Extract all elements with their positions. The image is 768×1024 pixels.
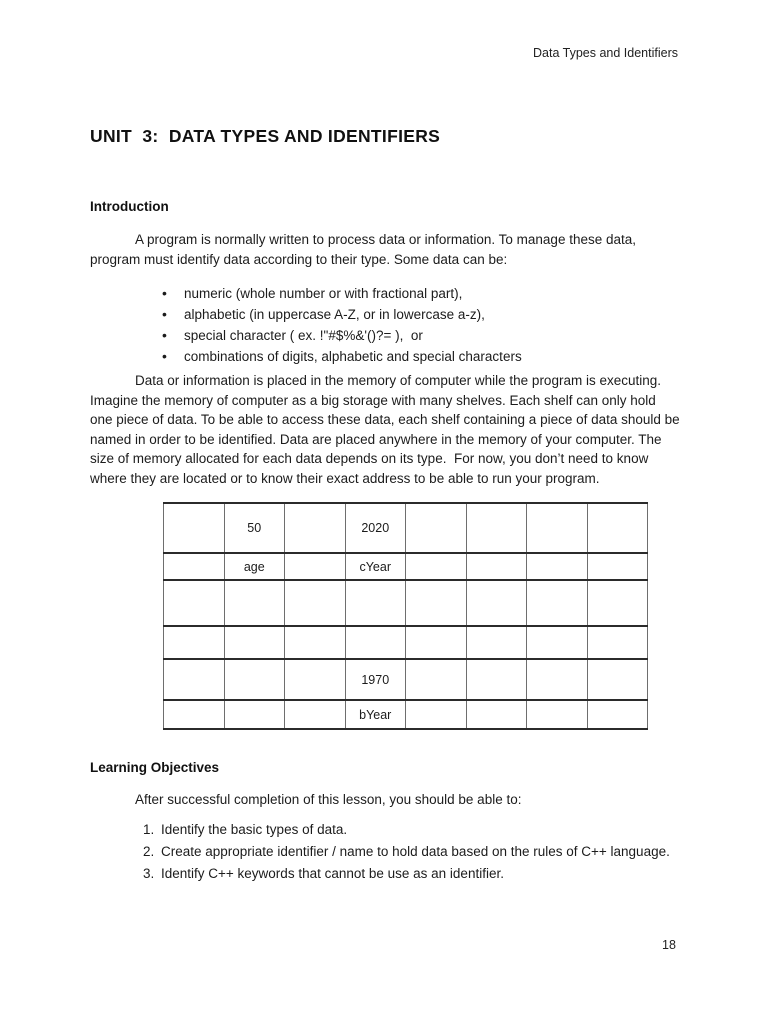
table-cell (164, 503, 225, 553)
table-cell (164, 626, 225, 659)
table-cell (587, 700, 648, 729)
table-cell (466, 626, 527, 659)
introduction-paragraph-1: A program is normally written to process data or information. To manage these data, program must identify data according to their type. Some data can be: (90, 232, 640, 267)
bullet-icon: • (162, 348, 167, 364)
table-row (164, 626, 648, 659)
table-cell: 2020 (345, 503, 406, 553)
table-cell (527, 659, 588, 700)
table-cell (406, 700, 467, 729)
table-cell (406, 553, 467, 580)
table-cell (285, 700, 346, 729)
unit-title: UNIT 3: DATA TYPES AND IDENTIFIERS (90, 126, 441, 146)
table-cell (285, 553, 346, 580)
table-cell (285, 580, 346, 626)
table-cell (527, 626, 588, 659)
table-cell: age (224, 553, 285, 580)
table-cell (164, 700, 225, 729)
table-cell (224, 626, 285, 659)
table-cell (345, 626, 406, 659)
bullet-icon: • (162, 306, 167, 322)
table-cell (527, 503, 588, 553)
table-cell (406, 580, 467, 626)
table-row (164, 503, 648, 553)
table-cell (466, 553, 527, 580)
table-cell (164, 659, 225, 700)
objectives-intro: After successful completion of this lesson, you should be able to: (135, 792, 522, 807)
table-row (164, 580, 648, 626)
table-cell (224, 659, 285, 700)
table-row (164, 659, 648, 700)
table-cell (466, 580, 527, 626)
bullet-item (161, 305, 681, 324)
table-row (164, 700, 648, 729)
table-row (164, 553, 648, 580)
table-cell (466, 700, 527, 729)
table-cell (406, 659, 467, 700)
memory-shelves-table-body (164, 503, 648, 729)
table-cell (224, 580, 285, 626)
introduction-heading: Introduction (90, 199, 169, 214)
table-cell (466, 503, 527, 553)
table-cell (527, 580, 588, 626)
table-cell (587, 580, 648, 626)
bullet-item-text: alphabetic (in uppercase A-Z, or in lowercase a-z), (184, 307, 485, 322)
table-cell (164, 553, 225, 580)
table-cell (527, 553, 588, 580)
bullet-item (161, 284, 681, 303)
table-cell (587, 626, 648, 659)
objective-item: 1. Identify the basic types of data. (158, 820, 718, 839)
table-cell (406, 626, 467, 659)
bullet-item-text: numeric (whole number or with fractional part), (184, 286, 463, 301)
objectives-numbered-list (137, 820, 718, 886)
table-cell: 50 (224, 503, 285, 553)
introduction-paragraph-2: Data or information is placed in the memory of computer while the program is executing. Imagine the memory of computer as a big storage with many shelves. Each shelf can only hold one piece of data. To be able to access these data, each shelf containing a piece of data should be named in order to be identified. Data are placed anywhere in the memory of your computer. The size of memory allocated for each data depends on its type. For now, you don’t need to know where they are located or to know their exact address to be able to run your program. (90, 373, 684, 486)
table-cell (587, 503, 648, 553)
table-cell: cYear (345, 553, 406, 580)
table-cell (587, 659, 648, 700)
data-types-bullet-list (161, 284, 681, 368)
running-header: Data Types and Identifiers (533, 46, 678, 60)
bullet-icon: • (162, 327, 167, 343)
table-cell (285, 659, 346, 700)
bullet-item-text: special character ( ex. !"#$%&'()?= ), or (184, 328, 423, 343)
table-cell (164, 580, 225, 626)
page-number: 18 (662, 938, 676, 952)
table-cell (527, 700, 588, 729)
bullet-item-text: combinations of digits, alphabetic and special characters (184, 349, 522, 364)
table-cell (466, 659, 527, 700)
table-cell (345, 580, 406, 626)
table-cell (285, 503, 346, 553)
learning-objectives-heading: Learning Objectives (90, 760, 220, 775)
bullet-item (161, 347, 681, 366)
table-cell: 1970 (345, 659, 406, 700)
table-cell (285, 626, 346, 659)
bullet-item (161, 326, 681, 345)
bullet-icon: • (162, 285, 167, 301)
table-cell (406, 503, 467, 553)
objective-item: 3. Identify C++ keywords that cannot be use as an identifier. (158, 864, 718, 883)
table-cell (587, 553, 648, 580)
memory-shelves-table (163, 502, 648, 730)
table-cell (224, 700, 285, 729)
table-cell: bYear (345, 700, 406, 729)
objective-item: 2. Create appropriate identifier / name to hold data based on the rules of C++ language. (158, 842, 718, 861)
